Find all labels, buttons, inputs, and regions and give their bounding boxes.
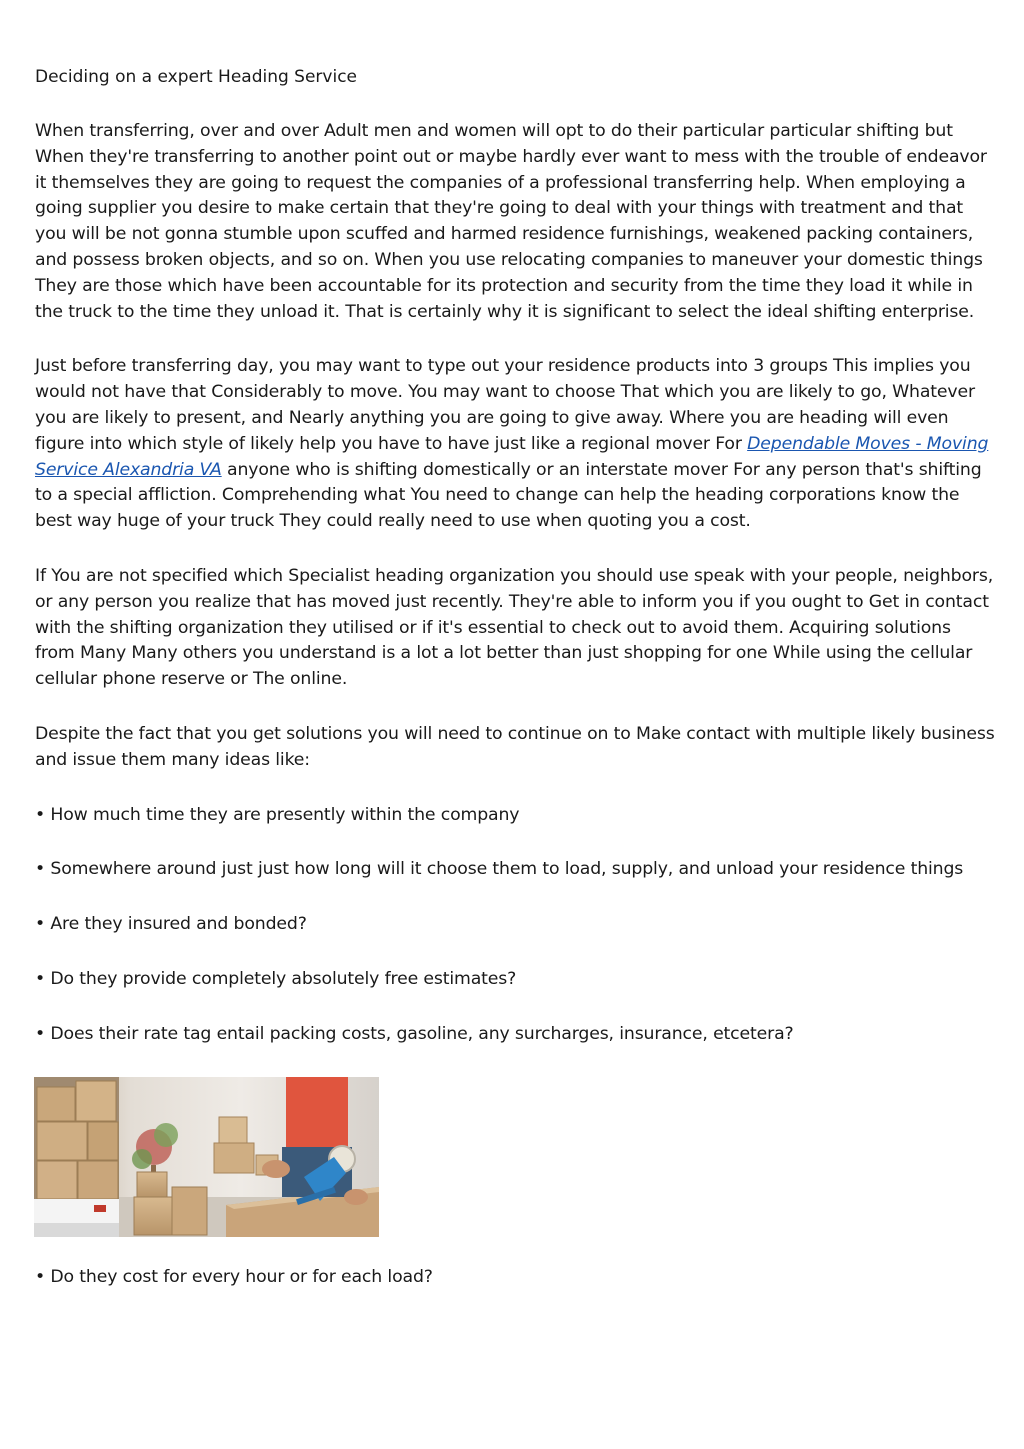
paragraph-4: Despite the fact that you get solutions you will need to continue on to Make contact with multiple likely business and issue them many ideas like: xyxy=(35,723,995,770)
bullet-item-3: • Are they insured and bonded? xyxy=(35,914,307,935)
paragraph-2-text-after: anyone who is shifting domestically or an interstate mover For any person that's shifting to a special affliction. Comprehending what You need to change can help the heading corporations know the best way huge of your truck They could really need to use when quoting you a cost. xyxy=(35,459,982,532)
paragraph-1: When transferring, over and over Adult men and women will opt to do their particular particular shifting but When they're transferring to another point out or maybe hardly ever want to mess with the trouble of endeavor it themselves they are going to request the companies of a professional transferring help. When employing a going supplier you desire to make certain that they're going to deal with your things with treatment and that you will be not gonna stumble upon scuffed and harmed residence furnishings, weakened packing containers, and possess broken objects, and so on. When you use relocating companies to maneuver your domestic things They are those which have been accountable for its protection and security from the time they load it while in the truck to the time they unload it. That is certainly why it is significant to select the ideal shifting enterprise. xyxy=(35,121,987,322)
moving-boxes-photo xyxy=(34,1077,379,1237)
bullet-item-1: • How much time they are presently within the company xyxy=(35,804,520,825)
document-page xyxy=(35,64,995,1319)
paragraph-2-text-before: Just before transferring day, you may want to type out your residence products into 3 groups This implies you would not have that Considerably to move. You may want to choose That which you are likely to go, Whatever you are likely to present, and Nearly anything you are going to give away. Where you are heading will even figure into which style of likely help you have to have just like a regional mover For xyxy=(35,356,975,454)
bullet-item-6: • Do they cost for every hour or for each load? xyxy=(35,1266,433,1287)
paragraph-2 xyxy=(35,354,995,535)
bullet-item-2: • Somewhere around just just how long will it choose them to load, supply, and unload your residence things xyxy=(35,859,964,880)
bullet-item-5: • Does their rate tag entail packing costs, gasoline, any surcharges, insurance, etcetera? xyxy=(35,1023,794,1044)
bullet-item-4: • Do they provide completely absolutely free estimates? xyxy=(35,968,517,989)
paragraph-3: If You are not specified which Specialist heading organization you should use speak with your people, neighbors, or any person you realize that has moved just recently. They're able to inform you if you ought to Get in contact with the shifting organization they utilised or if it's essential to check out to avoid them. Acquiring solutions from Many Many others you understand is a lot a lot better than just shopping for one While using the cellular cellular phone reserve or The online. xyxy=(35,565,994,690)
document-title: Deciding on a expert Heading Service xyxy=(35,67,358,87)
dependable-moves-link[interactable]: Dependable Moves - Moving Service Alexandria VA xyxy=(35,433,989,480)
